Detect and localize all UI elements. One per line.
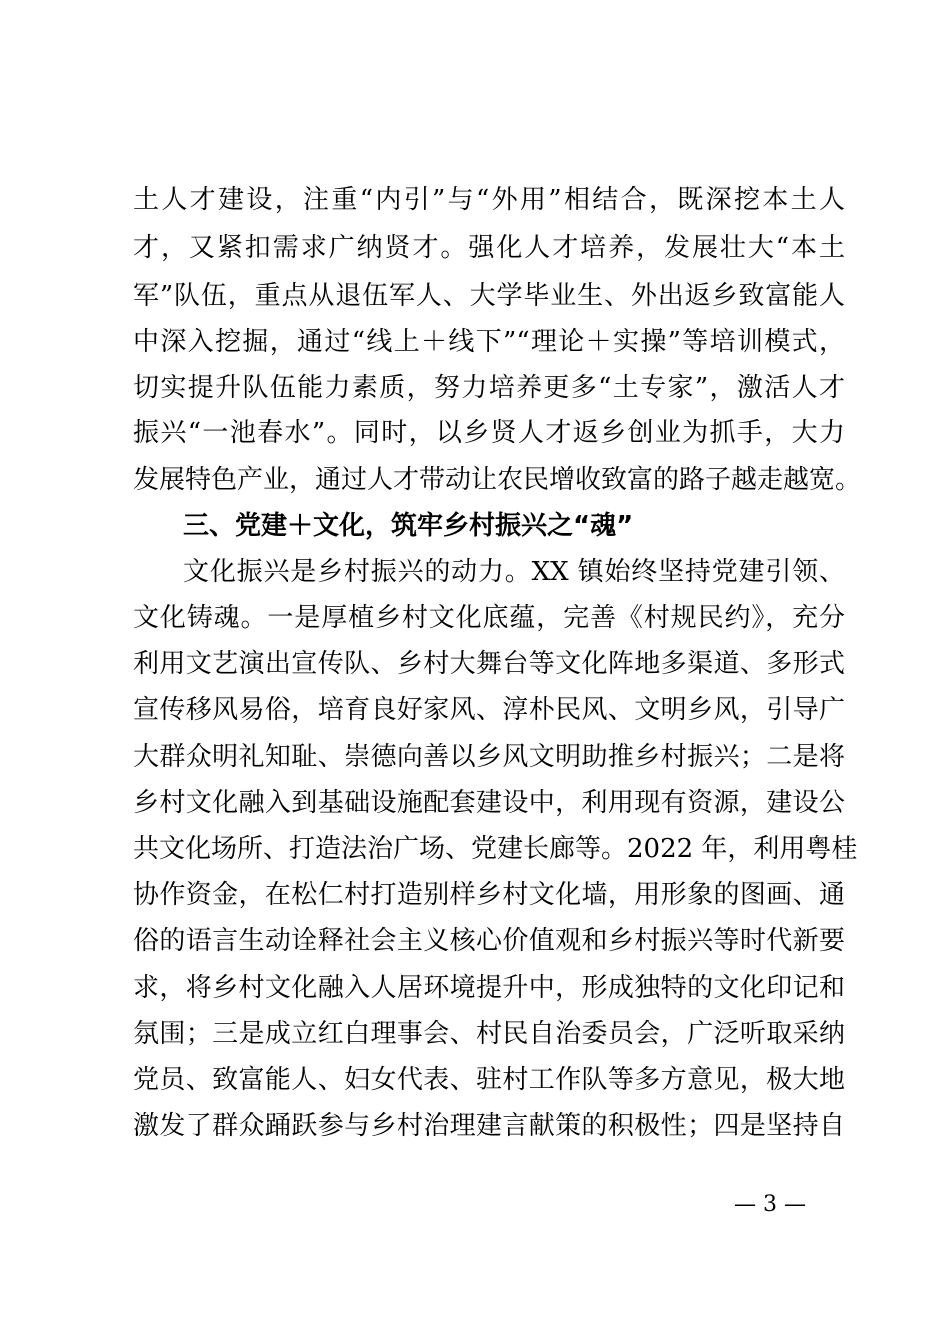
page-number: — 3 — — [734, 1192, 806, 1217]
text-line: 发展特色产业，通过人才带动让农民增收致富的路子越走越宽。 — [133, 465, 862, 495]
text-line: 俗的语言生动诠释社会主义核心价值观和乡村振兴等时代新要 — [133, 926, 845, 956]
text-line: 文化铸魂。一是厚植乡村文化底蕴，完善《村规民约》，充分 — [133, 603, 845, 633]
text-line: 军”队伍，重点从退伍军人、大学毕业生、外出返乡致富能人 — [133, 281, 845, 311]
text-line: 乡村文化融入到基础设施配套建设中，利用现有资源，建设公 — [133, 788, 845, 818]
text-line: 氛围；三是成立红白理事会、村民自治委员会，广泛听取采纳 — [133, 1019, 845, 1049]
text-line: 切实提升队伍能力素质，努力培养更多“土专家”，激活人才 — [133, 373, 845, 403]
section-heading: 三、党建＋文化，筑牢乡村振兴之“魂” — [183, 511, 634, 541]
text-line: 协作资金，在松仁村打造别样乡村文化墙，用形象的图画、通 — [133, 880, 845, 910]
text-line: 共文化场所、打造法治广场、党建长廊等。2022 年，利用粤桂 — [133, 834, 858, 864]
text-line: 利用文艺演出宣传队、乡村大舞台等文化阵地多渠道、多形式 — [133, 649, 845, 679]
text-line: 大群众明礼知耻、崇德向善以乡风文明助推乡村振兴；二是将 — [133, 742, 845, 772]
text-line: 文化振兴是乡村振兴的动力。XX 镇始终坚持党建引领、 — [183, 557, 845, 587]
text-line: 宣传移风易俗，培育良好家风、淳朴民风、文明乡风，引导广 — [133, 695, 845, 725]
text-line: 才，又紧扣需求广纳贤才。强化人才培养，发展壮大“本土 — [133, 233, 845, 263]
text-line: 党员、致富能人、妇女代表、驻村工作队等多方意见，极大地 — [133, 1065, 845, 1095]
text-line: 求，将乡村文化融入人居环境提升中，形成独特的文化印记和 — [133, 973, 845, 1003]
text-line: 振兴“一池春水”。同时，以乡贤人才返乡创业为抓手，大力 — [133, 418, 845, 448]
text-line: 中深入挖掘，通过“线上＋线下”“理论＋实操”等培训模式， — [133, 327, 845, 357]
text-line: 土人才建设，注重“内引”与“外用”相结合，既深挖本土人 — [133, 185, 845, 215]
text-line: 激发了群众踊跃参与乡村治理建言献策的积极性；四是坚持自 — [133, 1111, 845, 1141]
